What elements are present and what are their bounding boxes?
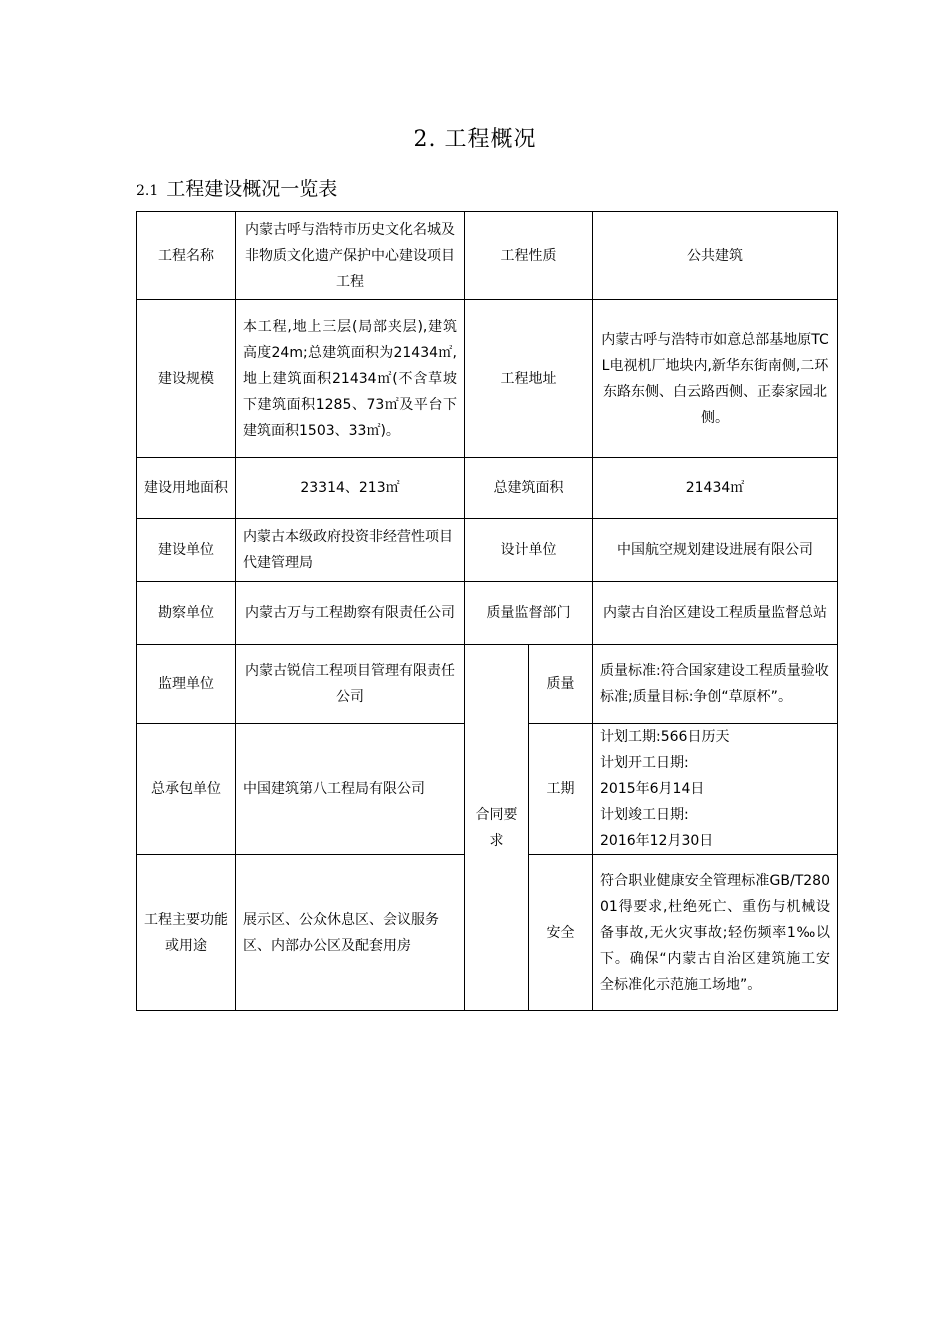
total-floor-area-label: 总建筑面积 (465, 458, 593, 519)
design-unit-value: 中国航空规划建设进展有限公司 (593, 519, 838, 582)
quality-supervision-label: 质量监督部门 (465, 582, 593, 645)
schedule-line: 计划开工日期: (600, 755, 689, 771)
section-heading (136, 174, 337, 201)
safety-value: 符合职业健康安全管理标准GB/T28001得要求,杜绝死亡、重伤与机械设备事故,无火灾事故;轻伤频率1‰以下。确保“内蒙古自治区建筑施工安全标准化示范施工场地”。 (593, 855, 838, 1011)
table-row (137, 645, 838, 724)
main-function-label: 工程主要功能或用途 (137, 855, 236, 1011)
project-overview-table (136, 211, 838, 1011)
table-row (137, 212, 838, 300)
quality-label: 质量 (529, 645, 593, 724)
main-function-value: 展示区、公众休息区、会议服务区、内部办公区及配套用房 (236, 855, 465, 1011)
survey-unit-value: 内蒙古万与工程勘察有限责任公司 (236, 582, 465, 645)
build-scale-label: 建设规模 (137, 300, 236, 458)
project-name-value: 内蒙古呼与浩特市历史文化名城及非物质文化遗产保护中心建设项目工程 (236, 212, 465, 300)
survey-unit-label: 勘察单位 (137, 582, 236, 645)
contract-requirements-label: 合同要求 (465, 645, 529, 1011)
schedule-label: 工期 (529, 724, 593, 855)
schedule-value (593, 724, 838, 855)
general-contractor-label: 总承包单位 (137, 724, 236, 855)
quality-value: 质量标准:符合国家建设工程质量验收标准;质量目标:争创“草原杯”。 (593, 645, 838, 724)
page-title: 2. 工程概况 (413, 127, 537, 152)
owner-unit-label: 建设单位 (137, 519, 236, 582)
section-title: 工程建设概况一览表 (166, 178, 338, 200)
table-row (137, 300, 838, 458)
supervision-unit-value: 内蒙古锐信工程项目管理有限责任公司 (236, 645, 465, 724)
owner-unit-value: 内蒙古本级政府投资非经营性项目代建管理局 (236, 519, 465, 582)
general-contractor-value: 中国建筑第八工程局有限公司 (236, 724, 465, 855)
project-nature-value: 公共建筑 (593, 212, 838, 300)
quality-supervision-value: 内蒙古自治区建设工程质量监督总站 (593, 582, 838, 645)
land-area-label: 建设用地面积 (137, 458, 236, 519)
build-scale-value: 本工程,地上三层(局部夹层),建筑高度24m;总建筑面积为21434㎡,地上建筑面积21434㎡(不含草坡下建筑面积1285、73㎡及平台下建筑面积1503、33㎡)。 (236, 300, 465, 458)
total-floor-area-value: 21434㎡ (593, 458, 838, 519)
schedule-line: 计划竣工日期: (600, 807, 689, 823)
section-number: 2.1 (136, 183, 159, 199)
schedule-line: 2016年12月30日 (600, 833, 714, 849)
supervision-unit-label: 监理单位 (137, 645, 236, 724)
table-row (137, 519, 838, 582)
schedule-line: 2015年6月14日 (600, 781, 705, 797)
table-row (137, 582, 838, 645)
project-nature-label: 工程性质 (465, 212, 593, 300)
design-unit-label: 设计单位 (465, 519, 593, 582)
land-area-value: 23314、213㎡ (236, 458, 465, 519)
project-address-label: 工程地址 (465, 300, 593, 458)
project-address-value: 内蒙古呼与浩特市如意总部基地原TCL电视机厂地块内,新华东街南侧,二环东路东侧、白云路西侧、正泰家园北侧。 (593, 300, 838, 458)
safety-label: 安全 (529, 855, 593, 1011)
table-row (137, 458, 838, 519)
schedule-line: 计划工期:566日历天 (600, 729, 730, 745)
project-name-label: 工程名称 (137, 212, 236, 300)
